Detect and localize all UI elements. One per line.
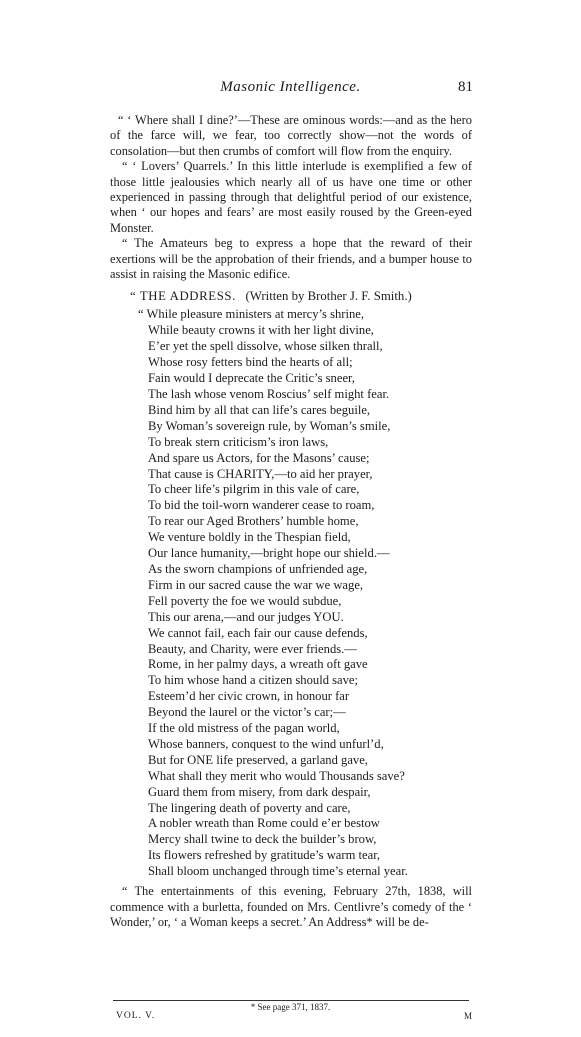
- paragraph-entertainments: “ The entertainments of this evening, February 27th, 1838, will commence with a burletta, founded on Mrs. Centlivre’s comedy of the ‘ Wonder,’ or, ‘ a Woman keeps a secret.’ An Address* will be de-: [110, 884, 472, 929]
- poem-line: The lash whose venom Roscius’ self might fear.: [148, 387, 390, 401]
- poem: [110, 307, 472, 880]
- poem-line: We cannot fail, each fair our cause defends,: [148, 625, 368, 640]
- poem-line: That cause is CHARITY,—to aid her prayer,: [148, 466, 373, 481]
- poem-line: Bind him by all that can life’s cares beguile,: [148, 402, 371, 417]
- address-attribution: (Written by Brother J. F. Smith.): [245, 289, 412, 304]
- poem-line: Guard them from misery, from dark despair,: [148, 784, 371, 799]
- poem-line: This our arena,—and our judges YOU.: [148, 609, 344, 624]
- footnote: * See page 371, 1837.: [250, 1002, 331, 1012]
- poem-line: By Woman’s sovereign rule, by Woman’s smile,: [148, 418, 391, 433]
- poem-line: And spare us Actors, for the Masons’ cause;: [148, 450, 370, 465]
- poem-line: Whose banners, conquest to the wind unfurl’d,: [148, 736, 384, 751]
- poem-line: To break stern criticism’s iron laws,: [148, 434, 329, 449]
- running-title: Masonic Intelligence.: [220, 79, 361, 95]
- poem-line: Beauty, and Charity, were ever friends.—: [148, 641, 357, 656]
- running-head: [0, 79, 581, 101]
- signature-mark: M: [463, 1011, 472, 1021]
- poem-line: Fell poverty the foe we would subdue,: [148, 593, 342, 608]
- poem-line: What shall they merit who would Thousands save?: [148, 768, 405, 783]
- poem-line: To him whose hand a citizen should save;: [148, 673, 359, 688]
- poem-line: Esteem’d her civic crown, in honour far: [148, 689, 350, 704]
- poem-line: Beyond the laurel or the victor’s car;—: [148, 705, 346, 720]
- poem-line: To cheer life’s pilgrim in this vale of care,: [148, 482, 360, 497]
- poem-line: As the sworn champions of unfriended age,: [148, 561, 368, 576]
- article-body: [110, 113, 472, 930]
- paragraph-lovers-quarrels: “ ‘ Lovers’ Quarrels.’ In this little interlude is exemplified a few of those little jealousies which nearly all of us have one time or other experienced in passing through that delightful period of our existence, when ‘ our hopes and fears’ are most easily roused by the Green-eyed Monster.: [110, 159, 472, 235]
- poem-line: “ While pleasure ministers at mercy’s shrine,: [138, 307, 365, 322]
- address-heading: [110, 288, 472, 304]
- poem-line: If the old mistress of the pagan world,: [148, 721, 340, 736]
- poem-line: E’er yet the spell dissolve, whose silken thrall,: [148, 339, 383, 354]
- page-number: 81: [458, 79, 473, 95]
- footnote-rule: [113, 1000, 469, 1001]
- paragraph-amateurs: “ The Amateurs beg to express a hope that the reward of their exertions will be the approbation of their friends, and a bumper house to assist in raising the Masonic edifice.: [110, 236, 472, 282]
- poem-line: We venture boldly in the Thespian field,: [148, 530, 351, 545]
- poem-line: To rear our Aged Brothers’ humble home,: [148, 514, 359, 529]
- paragraph-where-shall-i-dine: “ ‘ Where shall I dine?’—These are ominous words:—and as the hero of the farce will, we fear, too correctly show—not the words of consolation—but then crumbs of comfort will flow from the enquiry.: [110, 113, 472, 158]
- address-title: “ THE ADDRESS.: [130, 289, 236, 304]
- poem-line: While beauty crowns it with her light divine,: [148, 323, 374, 338]
- poem-line: Firm in our sacred cause the war we wage,: [148, 577, 364, 592]
- poem-line: But for ONE life preserved, a garland gave,: [148, 752, 368, 767]
- poem-line: Fain would I deprecate the Critic’s sneer,: [148, 371, 355, 386]
- poem-line: A nobler wreath than Rome could e’er bestow: [148, 816, 380, 831]
- poem-line: Rome, in her palmy days, a wreath oft gave: [148, 657, 368, 672]
- poem-line: Its flowers refreshed by gratitude’s warm tear,: [148, 848, 381, 863]
- poem-line: Mercy shall twine to deck the builder’s brow,: [148, 832, 377, 847]
- poem-line: Our lance humanity,—bright hope our shield.—: [148, 546, 390, 561]
- volume-mark: VOL. V.: [116, 1011, 156, 1021]
- poem-line: The lingering death of poverty and care,: [148, 800, 351, 815]
- poem-line: Whose rosy fetters bind the hearts of all;: [148, 355, 353, 370]
- poem-line: Shall bloom unchanged through time’s eternal year.: [148, 864, 408, 879]
- poem-line: To bid the toil-worn wanderer cease to roam,: [148, 498, 375, 513]
